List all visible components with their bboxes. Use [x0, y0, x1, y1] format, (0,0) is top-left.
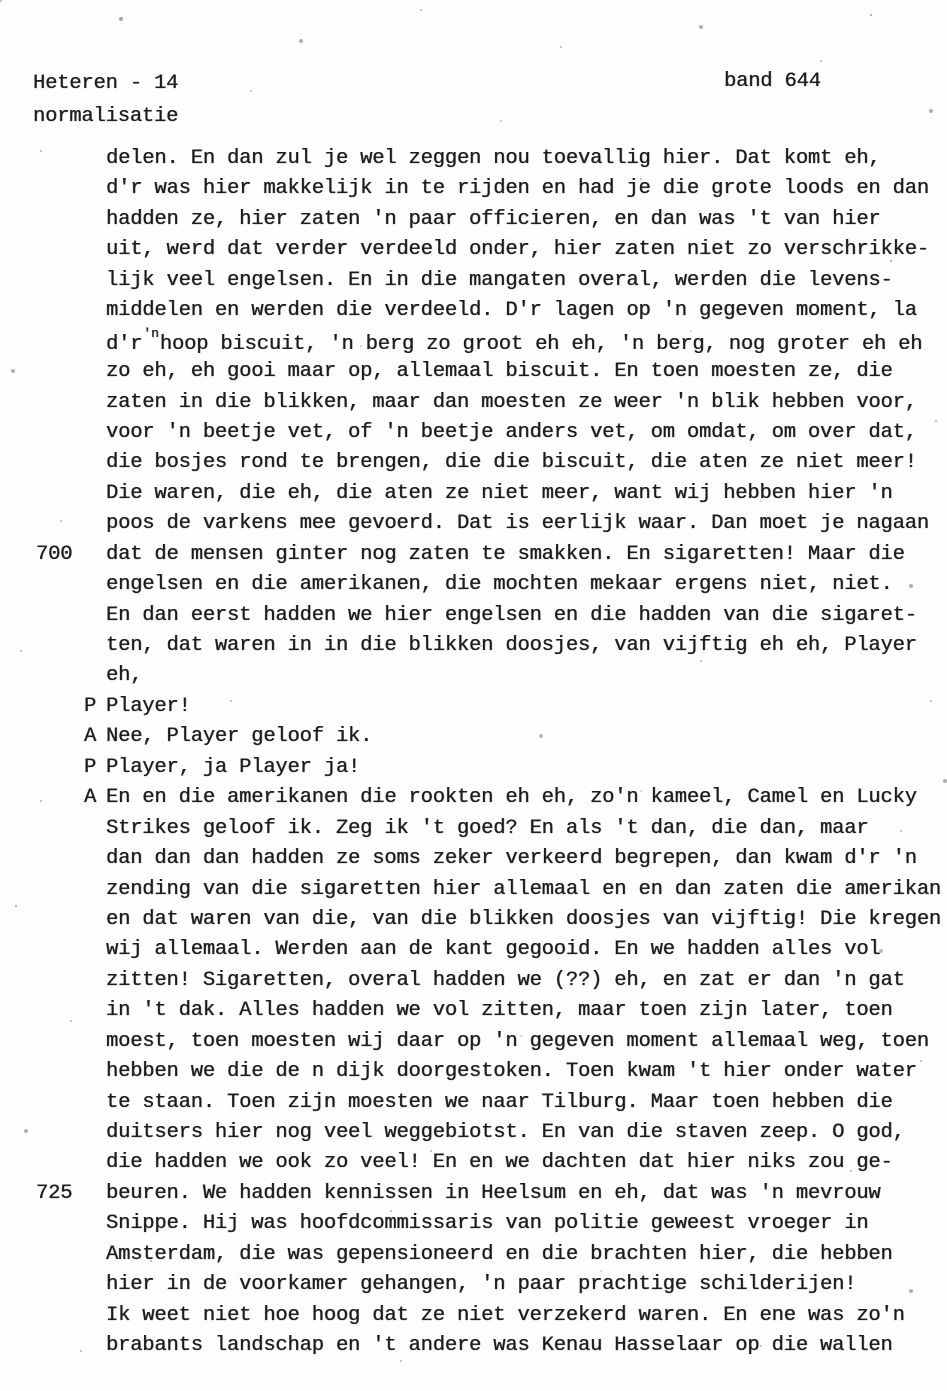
transcript-line: [0, 1030, 947, 1060]
line-text: lijk veel engelsen. En in die mangaten overal, werden die levens-: [106, 268, 893, 292]
line-text: dat de mensen ginter nog zaten te smakken. En sigaretten! Maar die: [106, 542, 905, 566]
transcript-line: [0, 208, 947, 238]
line-text: Die waren, die eh, die aten ze niet meer, want wij hebben hier 'n: [106, 481, 893, 505]
line-text: engelsen en die amerikanen, die mochten mekaar ergens niet, niet.: [106, 573, 893, 597]
margin-line-number: 700: [36, 542, 73, 566]
line-text: Player, ja Player ja!: [106, 755, 361, 779]
transcript-line: [0, 786, 947, 816]
transcript-line: [0, 1243, 947, 1273]
transcript-line: [0, 1060, 947, 1090]
line-text: delen. En dan zul je wel zeggen nou toevallig hier. Dat komt eh,: [106, 147, 881, 170]
line-text: voor 'n beetje vet, of 'n beetje anders vet, om omdat, om over dat,: [106, 420, 917, 444]
line-text: ten, dat waren in in die blikken doosjes, van vijftig eh eh, Player: [106, 634, 917, 657]
transcript-line: [0, 1304, 947, 1334]
transcript-line: [0, 482, 947, 512]
line-text: zo eh, eh gooi maar op, allemaal biscuit. En toen moesten ze, die: [106, 360, 893, 384]
line-text: zitten! Sigaretten, overal hadden we (??) eh, en zat er dan 'n gat: [106, 968, 905, 992]
line-text: die bosjes rond te brengen, die die biscuit, die aten ze niet meer!: [106, 451, 917, 475]
line-text: Player!: [106, 694, 191, 718]
line-text: hebben we die de n dijk doorgestoken. Toen kwam 't hier onder water: [106, 1060, 917, 1084]
margin-line-number: 725: [36, 1181, 73, 1205]
band-label: band 644: [724, 70, 821, 93]
transcript-line: [0, 969, 947, 999]
line-text: poos de varkens mee gevoerd. Dat is eerlijk waar. Dan moet je nagaan: [106, 512, 929, 536]
line-text: dan dan dan hadden ze soms zeker verkeerd begrepen, dan kwam d'r 'n: [106, 847, 917, 871]
transcript-line: [0, 1212, 947, 1242]
transcript-line: [0, 147, 947, 177]
transcript-line: [0, 1091, 947, 1121]
line-text: Nee, Player geloof ik.: [106, 725, 373, 749]
line-text: te staan. Toen zijn moesten we naar Tilburg. Maar toen hebben die: [106, 1090, 893, 1114]
transcript-line: [0, 878, 947, 908]
line-text: zending van die sigaretten hier allemaal en en dan zaten die amerikan: [106, 877, 942, 901]
line-text: moest, toen moesten wij daar op 'n gegeven moment allemaal weg, toen: [106, 1029, 929, 1053]
transcript-line: [0, 543, 947, 573]
line-text: $d'r^{'n}hoop$ biscuit, 'n berg zo groot eh eh, 'n berg, nog groter eh eh: [106, 325, 923, 356]
transcript-line: [0, 1273, 947, 1303]
line-text: Snippe. Hij was hoofdcommissaris van politie geweest vroeger in: [106, 1212, 869, 1236]
transcript-line: [0, 238, 947, 268]
speaker-label: A: [84, 725, 97, 749]
line-text: hier in de voorkamer gehangen, 'n paar prachtige schilderijen!: [106, 1273, 857, 1297]
speaker-label: P: [84, 694, 97, 718]
transcript-line: [0, 451, 947, 481]
transcript-line: [0, 360, 947, 390]
speaker-label: A: [84, 786, 97, 810]
inserted-word: 'n: [143, 325, 159, 341]
line-text: en dat waren van die, van die blikken doosjes van vijftig! Die kregen: [106, 907, 942, 931]
transcript-line: [0, 847, 947, 877]
line-text: beuren. We hadden kennissen in Heelsum en eh, dat was 'n mevrouw: [106, 1181, 881, 1205]
line-text: zaten in die blikken, maar dan moesten ze weer 'n blik hebben voor,: [106, 390, 917, 414]
transcript-line: [0, 1151, 947, 1181]
transcript-line: [0, 634, 947, 664]
document-title: Heteren - 14: [33, 72, 179, 95]
line-text: eh,: [106, 664, 143, 688]
transcript-line: [0, 604, 947, 634]
line-text: in 't dak. Alles hadden we vol zitten, maar toen zijn later, toen: [106, 999, 893, 1023]
scan-noise-speckles: [0, 0, 2, 2]
line-text: brabants landschap en 't andere was Kenau Hasselaar op die wallen: [106, 1334, 893, 1358]
line-text: middelen en werden die verdeeld. D'r lagen op 'n gegeven moment, la: [106, 299, 917, 323]
transcript-line: [0, 512, 947, 542]
transcript-line: [0, 664, 947, 694]
transcript-line: [0, 1182, 947, 1212]
speaker-label: P: [84, 755, 97, 779]
transcript-line: [0, 908, 947, 938]
transcript: [0, 147, 947, 1365]
document-subtitle: normalisatie: [33, 105, 179, 128]
line-text: duitsers hier nog veel weggebiotst. En van die staven zeep. O god,: [106, 1121, 905, 1144]
transcript-line: [0, 725, 947, 755]
line-text: Ik weet niet hoe hoog dat ze niet verzekerd waren. En ene was zo'n: [106, 1303, 905, 1327]
line-text: En dan eerst hadden we hier engelsen en die hadden van die sigaret-: [106, 603, 917, 627]
line-text: uit, werd dat verder verdeeld onder, hier zaten niet zo verschrikke-: [106, 238, 929, 262]
transcript-line: [0, 938, 947, 968]
transcript-line: [0, 817, 947, 847]
transcript-line: [0, 391, 947, 421]
transcript-line: [0, 421, 947, 451]
line-text: wij allemaal. Werden aan de kant gegooid. En we hadden alles vol: [106, 938, 881, 962]
transcript-line: [0, 1121, 947, 1151]
line-text: Amsterdam, die was gepensioneerd en die brachten hier, die hebben: [106, 1242, 893, 1266]
transcript-line: [0, 177, 947, 207]
line-text: die hadden we ook zo veel! En en we dachten dat hier niks zou ge-: [106, 1151, 893, 1175]
transcript-line: [0, 573, 947, 603]
transcript-line: [0, 999, 947, 1029]
transcript-line: [0, 325, 947, 360]
transcript-line: [0, 756, 947, 786]
transcript-line: [0, 695, 947, 725]
line-text: En en die amerikanen die rookten eh eh, zo'n kameel, Camel en Lucky: [106, 786, 917, 810]
line-text: Strikes geloof ik. Zeg ik 't goed? En als 't dan, die dan, maar: [106, 816, 869, 840]
transcript-line: [0, 1334, 947, 1364]
line-text: d'r was hier makkelijk in te rijden en had je die grote loods en dan: [106, 177, 929, 201]
line-text: hadden ze, hier zaten 'n paar officieren, en dan was 't van hier: [106, 207, 881, 231]
transcript-line: [0, 269, 947, 299]
